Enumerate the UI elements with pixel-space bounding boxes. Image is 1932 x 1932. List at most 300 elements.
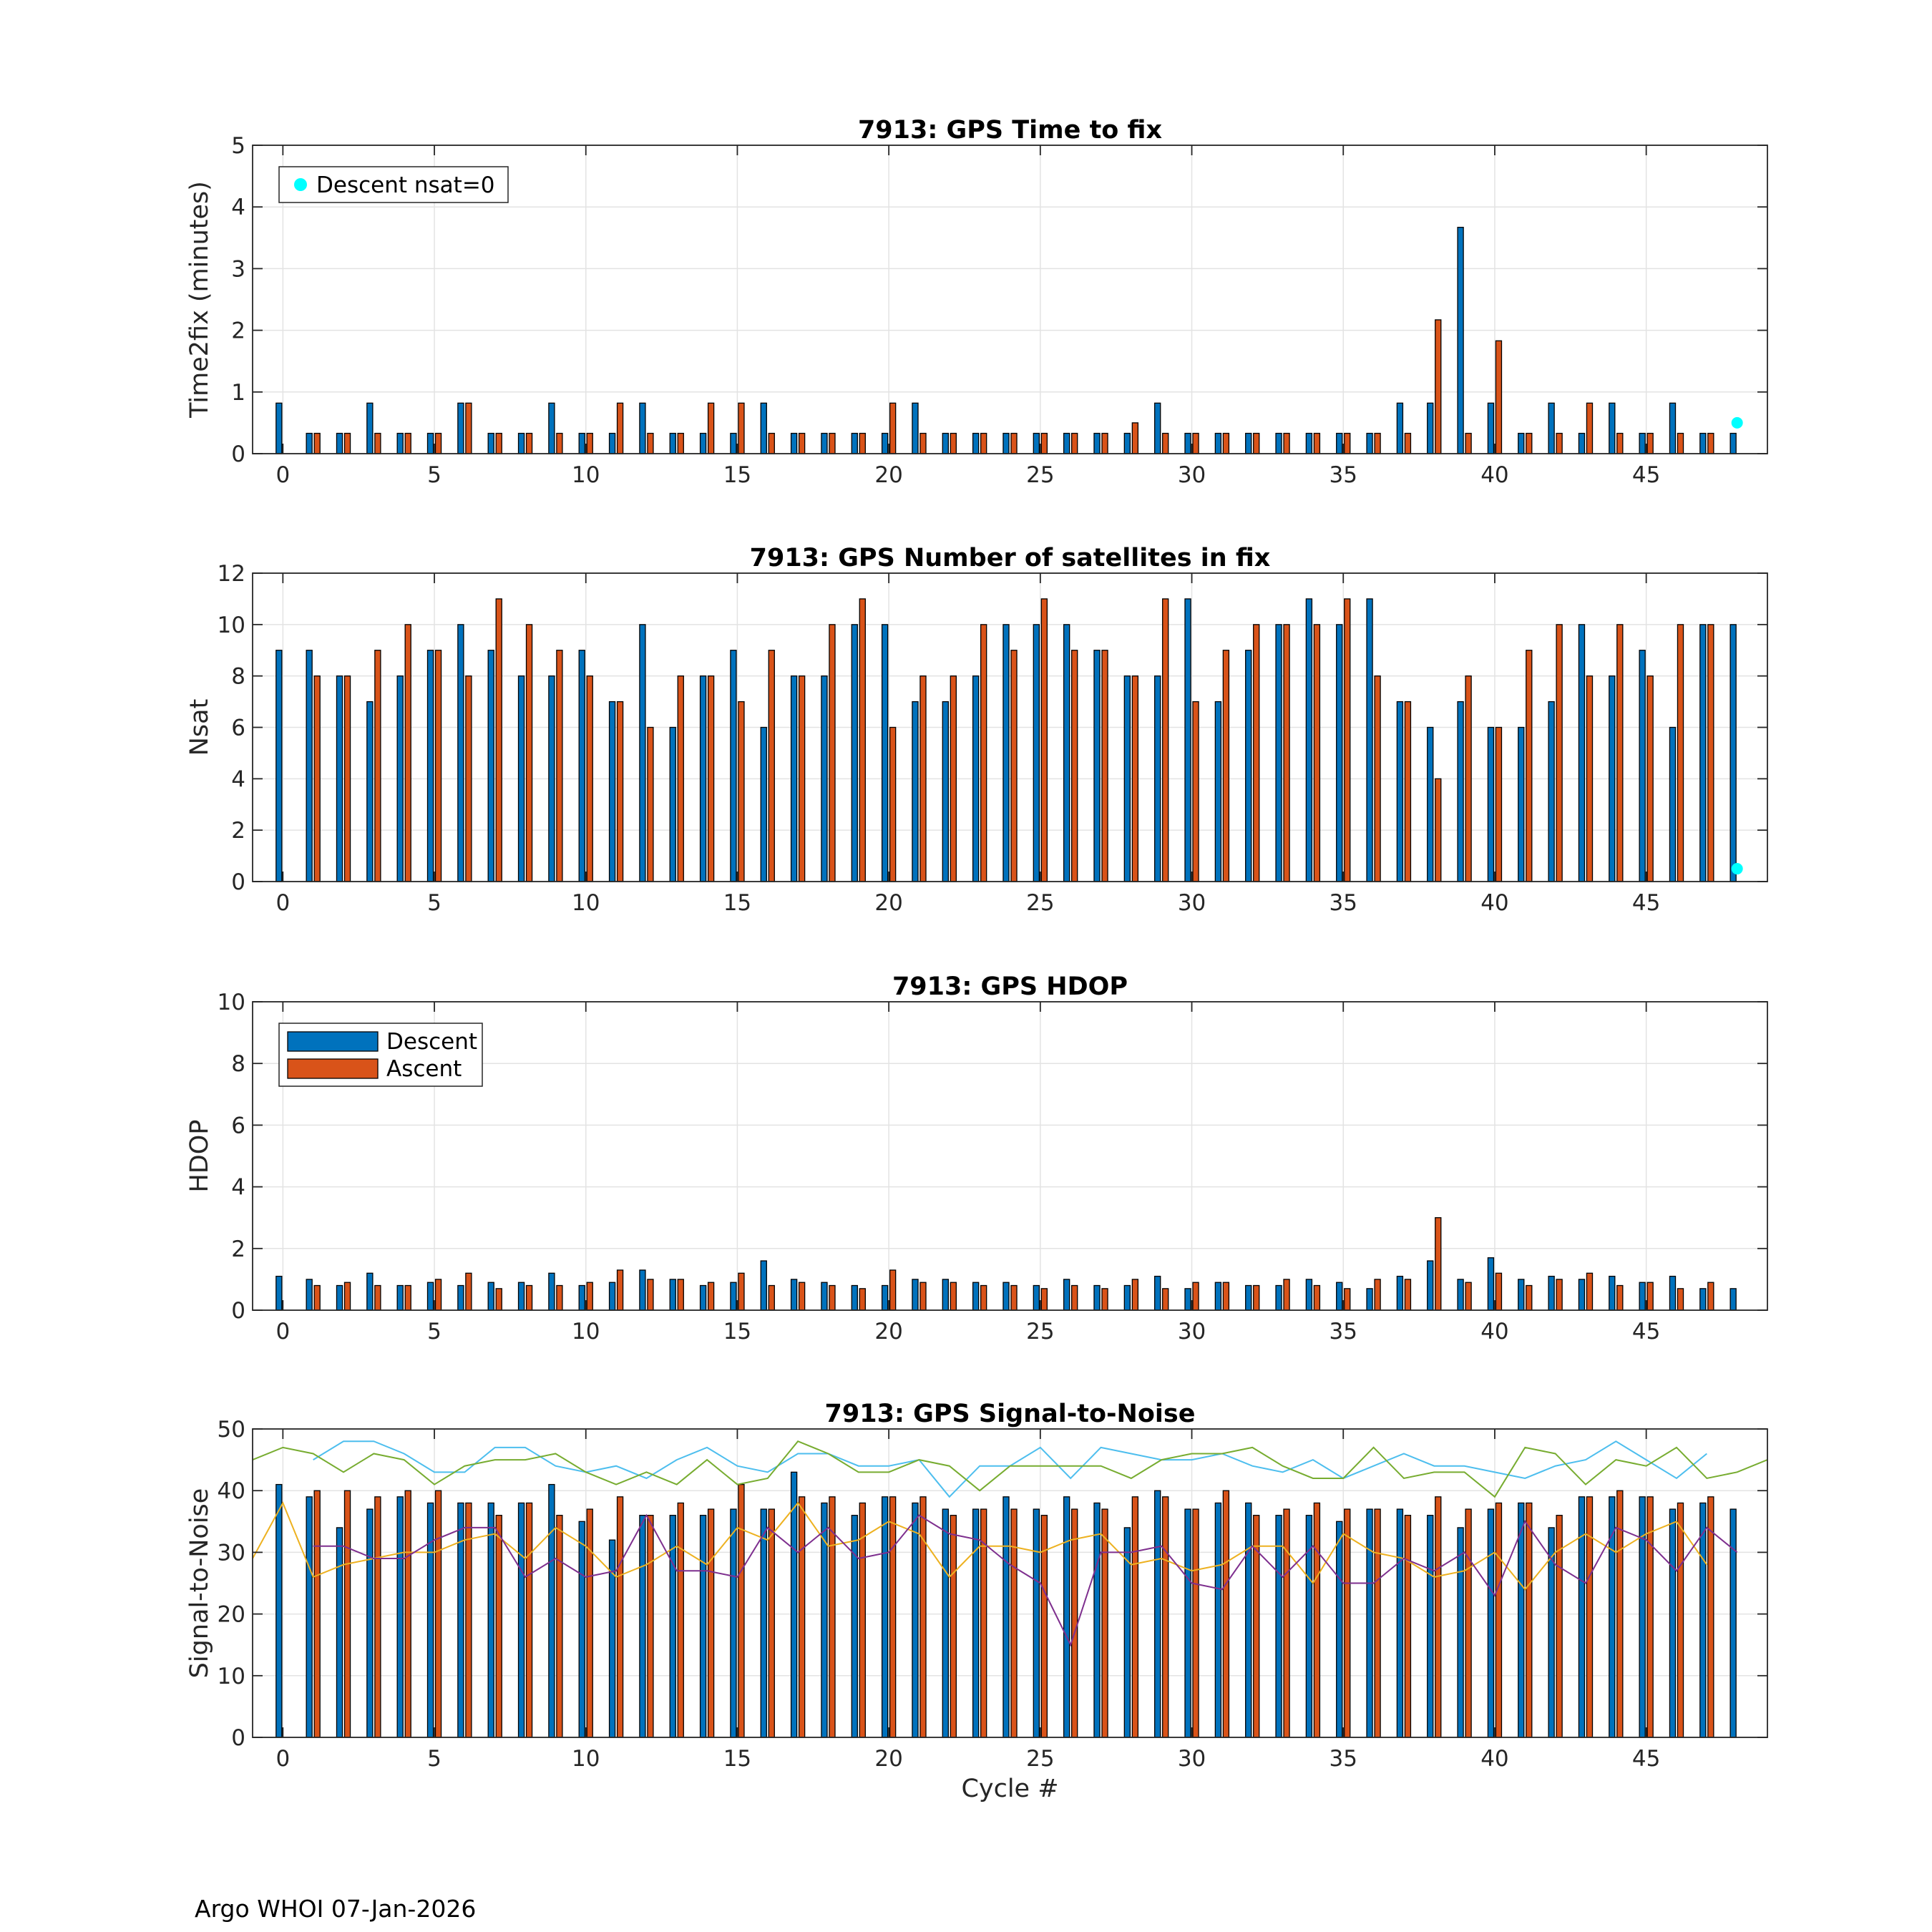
descent-bar [397, 1497, 403, 1737]
descent-bar [1700, 434, 1706, 454]
descent-bar [579, 1521, 585, 1737]
ascent-bar [678, 434, 683, 454]
chart-panel-1 [185, 116, 1767, 488]
ascent-bar [466, 1273, 472, 1310]
y-tick-label: 10 [217, 1663, 245, 1689]
x-tick-label: 20 [874, 890, 903, 916]
ascent-bar [950, 1282, 956, 1310]
descent-bar [1337, 1282, 1342, 1310]
descent-nsat0-marker [1732, 417, 1743, 429]
ascent-bar [466, 403, 472, 454]
descent-bar [791, 434, 797, 454]
ascent-bar [1465, 1282, 1471, 1310]
descent-bar [428, 1503, 434, 1737]
descent-bar [1730, 625, 1736, 882]
descent-bar [1669, 1509, 1675, 1737]
ascent-bar [1041, 1516, 1047, 1737]
y-axis-label: Signal-to-Noise [185, 1488, 214, 1679]
ascent-bar [829, 434, 835, 454]
descent-bar [821, 1282, 827, 1310]
descent-bar [276, 403, 282, 454]
ascent-bar [920, 676, 926, 882]
descent-bar [701, 434, 706, 454]
descent-bar [458, 1503, 464, 1737]
x-tick-label: 35 [1329, 1746, 1357, 1772]
x-tick-label: 20 [874, 1746, 903, 1772]
descent-bar [1548, 1277, 1554, 1310]
ascent-bar [708, 1282, 714, 1310]
ascent-bar [1314, 434, 1319, 454]
x-tick-label: 0 [275, 890, 291, 916]
ascent-bar [1163, 1497, 1169, 1737]
descent-bar [761, 1261, 766, 1310]
descent-bar [1033, 1509, 1039, 1737]
descent-bar [1276, 1516, 1282, 1737]
chart-title: 7913: GPS HDOP [892, 972, 1128, 1001]
ascent-bar [1163, 599, 1169, 882]
x-tick-label: 35 [1329, 462, 1357, 488]
descent-bar [610, 1282, 615, 1310]
ascent-bar [1435, 779, 1441, 882]
descent-bar [336, 676, 342, 882]
ascent-bar [859, 599, 865, 882]
ascent-bar [496, 1516, 502, 1737]
ascent-bar [557, 434, 562, 454]
descent-bar [640, 403, 645, 454]
ascent-bar [648, 434, 653, 454]
descent-bar [640, 625, 645, 882]
descent-bar [1367, 599, 1372, 882]
ascent-bar [527, 1503, 532, 1737]
descent-bar [1337, 1521, 1342, 1737]
ascent-bar [920, 434, 926, 454]
y-tick-label: 0 [231, 1725, 245, 1751]
descent-bar [1518, 434, 1524, 454]
descent-bar [1246, 650, 1252, 882]
x-tick-label: 0 [275, 462, 291, 488]
ascent-bar [799, 1282, 805, 1310]
y-tick-label: 50 [217, 1417, 245, 1443]
descent-bar [1730, 434, 1736, 454]
descent-bar [791, 676, 797, 882]
descent-bar [1428, 1261, 1433, 1310]
descent-bar [579, 434, 585, 454]
ascent-bar [1496, 1503, 1501, 1737]
descent-bar [519, 676, 525, 882]
ascent-bar [950, 434, 956, 454]
descent-bar [1458, 702, 1463, 882]
descent-bar [276, 1277, 282, 1310]
x-tick-label: 15 [723, 1746, 752, 1772]
ascent-bar [375, 650, 381, 882]
x-tick-label: 25 [1026, 1746, 1055, 1772]
ascent-bar [738, 403, 744, 454]
ascent-bar [405, 1286, 411, 1310]
x-tick-label: 15 [723, 462, 752, 488]
y-tick-label: 40 [217, 1478, 245, 1505]
ascent-bar [920, 1497, 926, 1737]
descent-bar [367, 702, 373, 882]
descent-bar [1155, 403, 1161, 454]
descent-bar [1609, 1497, 1615, 1737]
descent-bar [731, 650, 736, 882]
x-tick-label: 10 [572, 1319, 600, 1345]
ascent-bar [769, 650, 774, 882]
descent-bar [791, 1279, 797, 1310]
ascent-bar [1465, 434, 1471, 454]
descent-bar [1185, 434, 1191, 454]
y-tick-label: 4 [231, 1174, 245, 1201]
ascent-bar [1586, 1273, 1592, 1310]
ascent-bar [527, 625, 532, 882]
descent-bar [1033, 434, 1039, 454]
ascent-bar [1072, 1286, 1078, 1310]
ascent-bar [829, 1286, 835, 1310]
descent-bar [549, 403, 555, 454]
x-tick-label: 20 [874, 462, 903, 488]
descent-bar [1246, 434, 1252, 454]
descent-bar [306, 1497, 312, 1737]
ascent-bar [1193, 702, 1199, 882]
descent-bar [1488, 1509, 1493, 1737]
descent-bar [1428, 1516, 1433, 1737]
y-tick-label: 10 [217, 990, 245, 1015]
descent-bar [912, 1279, 918, 1310]
x-tick-label: 25 [1026, 1319, 1055, 1345]
y-axis-label: Nsat [185, 698, 214, 756]
descent-bar [519, 1503, 525, 1737]
ascent-bar [1405, 1516, 1410, 1737]
ascent-bar [1314, 1286, 1319, 1310]
descent-bar [1639, 650, 1645, 882]
y-tick-label: 6 [231, 715, 245, 741]
ascent-bar [1314, 1503, 1319, 1737]
x-tick-label: 5 [427, 1746, 441, 1772]
descent-bar [1155, 1277, 1161, 1310]
descent-bar [731, 1509, 736, 1737]
y-axis-label: Time2fix (minutes) [185, 181, 214, 418]
ascent-bar [1102, 1289, 1108, 1310]
descent-bar [458, 1286, 464, 1310]
ascent-bar [1072, 1509, 1078, 1737]
ascent-bar [769, 1286, 774, 1310]
ascent-bar [1708, 434, 1714, 454]
ascent-bar [1223, 1282, 1229, 1310]
ascent-bar [1677, 1503, 1683, 1737]
descent-bar [1246, 1286, 1252, 1310]
descent-bar [1700, 625, 1706, 882]
y-tick-label: 12 [217, 561, 245, 587]
ascent-bar [1132, 676, 1138, 882]
ascent-bar [587, 676, 592, 882]
ascent-bar [557, 1516, 562, 1737]
descent-bar [1639, 434, 1645, 454]
ascent-bar [1254, 1286, 1259, 1310]
descent-bar [1428, 728, 1433, 882]
descent-bar [670, 728, 675, 882]
descent-bar [1033, 1286, 1039, 1310]
legend-label: Ascent [386, 1056, 462, 1082]
line-blue [313, 1441, 1707, 1497]
descent-bar [1215, 434, 1221, 454]
legend-label: Descent nsat=0 [316, 172, 495, 198]
descent-bar [1124, 434, 1130, 454]
ascent-bar [436, 650, 441, 882]
descent-bar [579, 1286, 585, 1310]
descent-bar [397, 1286, 403, 1310]
ascent-bar [708, 676, 714, 882]
descent-bar [428, 434, 434, 454]
y-tick-label: 10 [217, 612, 245, 638]
ascent-bar [1254, 625, 1259, 882]
descent-bar [1397, 403, 1402, 454]
descent-bar [428, 1282, 434, 1310]
descent-bar [1094, 650, 1100, 882]
descent-bar [519, 434, 525, 454]
descent-bar [1579, 1497, 1584, 1737]
ascent-bar [314, 1491, 320, 1737]
descent-bar [397, 434, 403, 454]
y-tick-label: 2 [231, 818, 245, 844]
x-tick-label: 5 [427, 1319, 441, 1345]
descent-bar [1185, 599, 1191, 882]
y-tick-label: 5 [231, 133, 245, 159]
ascent-bar [738, 1485, 744, 1737]
ascent-bar [1193, 1282, 1199, 1310]
ascent-bar [890, 1270, 896, 1310]
descent-bar [852, 1516, 857, 1737]
descent-bar [1367, 1289, 1372, 1310]
descent-bar [1639, 1282, 1645, 1310]
ascent-bar [1284, 625, 1289, 882]
ascent-bar [1556, 625, 1562, 882]
descent-bar [1518, 1279, 1524, 1310]
y-tick-label: 8 [231, 1051, 245, 1078]
descent-bar [1124, 1286, 1130, 1310]
descent-bar [1458, 1528, 1463, 1737]
descent-bar [549, 676, 555, 882]
ascent-bar [314, 1286, 320, 1310]
descent-bar [973, 434, 979, 454]
ascent-bar [1223, 1491, 1229, 1737]
ascent-bar [1617, 625, 1623, 882]
descent-bar [640, 1516, 645, 1737]
descent-bar [1458, 228, 1463, 454]
legend-swatch-descent [288, 1032, 378, 1051]
descent-bar [1276, 1286, 1282, 1310]
ascent-bar [1496, 728, 1501, 882]
ascent-bar [829, 625, 835, 882]
descent-bar [1033, 625, 1039, 882]
x-tick-label: 35 [1329, 1319, 1357, 1345]
ascent-bar [1435, 320, 1441, 454]
ascent-bar [1586, 676, 1592, 882]
ascent-bar [618, 403, 623, 454]
ascent-bar [345, 434, 351, 454]
ascent-bar [1647, 676, 1653, 882]
ascent-bar [678, 1503, 683, 1737]
ascent-bar [769, 1509, 774, 1737]
descent-bar [549, 1273, 555, 1310]
descent-bar [367, 403, 373, 454]
descent-bar [1276, 625, 1282, 882]
ascent-bar [1011, 434, 1017, 454]
descent-bar [1518, 728, 1524, 882]
ascent-bar [1163, 434, 1169, 454]
ascent-bar [950, 1516, 956, 1737]
descent-bar [1246, 1503, 1252, 1737]
ascent-bar [587, 1282, 592, 1310]
descent-bar [488, 434, 494, 454]
descent-bar [791, 1472, 797, 1737]
ascent-bar [769, 434, 774, 454]
ascent-bar [1435, 1218, 1441, 1310]
descent-nsat0-marker [1732, 863, 1743, 874]
ascent-bar [1375, 676, 1380, 882]
descent-bar [1124, 676, 1130, 882]
y-tick-label: 3 [231, 256, 245, 283]
descent-bar [942, 434, 948, 454]
ascent-bar [496, 434, 502, 454]
ascent-bar [1647, 434, 1653, 454]
descent-bar [1488, 403, 1493, 454]
descent-bar [731, 434, 736, 454]
ascent-bar [648, 1516, 653, 1737]
descent-bar [1397, 702, 1402, 882]
ascent-bar [1677, 625, 1683, 882]
x-tick-label: 40 [1480, 1746, 1509, 1772]
descent-bar [488, 1282, 494, 1310]
footer-text: Argo WHOI 07-Jan-2026 [195, 1895, 477, 1923]
descent-bar [761, 728, 766, 882]
descent-bar [1003, 1497, 1009, 1737]
x-tick-label: 25 [1026, 462, 1055, 488]
descent-bar [306, 650, 312, 882]
descent-bar [852, 1286, 857, 1310]
x-tick-label: 40 [1480, 1319, 1509, 1345]
ascent-bar [527, 434, 532, 454]
descent-bar [1669, 728, 1675, 882]
y-axis-label: HDOP [185, 1119, 214, 1193]
ascent-bar [1556, 1279, 1562, 1310]
ascent-bar [1526, 434, 1532, 454]
descent-bar [1609, 676, 1615, 882]
descent-bar [1064, 1497, 1070, 1737]
ascent-bar [859, 1289, 865, 1310]
ascent-bar [1405, 1279, 1410, 1310]
ascent-bar [1405, 702, 1410, 882]
ascent-bar [375, 1497, 381, 1737]
ascent-bar [1526, 650, 1532, 882]
descent-bar [1215, 702, 1221, 882]
ascent-bar [648, 728, 653, 882]
descent-bar [670, 1279, 675, 1310]
descent-bar [912, 1503, 918, 1737]
ascent-bar [1102, 434, 1108, 454]
y-tick-label: 2 [231, 1236, 245, 1262]
ascent-bar [375, 434, 381, 454]
legend [279, 167, 508, 203]
descent-bar [973, 1282, 979, 1310]
descent-bar [942, 1509, 948, 1737]
descent-bar [1488, 728, 1493, 882]
ascent-bar [618, 702, 623, 882]
descent-bar [1700, 1289, 1706, 1310]
ascent-bar [1223, 434, 1229, 454]
ascent-bar [1163, 1289, 1169, 1310]
ascent-bar [678, 1279, 683, 1310]
ascent-bar [496, 599, 502, 882]
ascent-bar [557, 650, 562, 882]
y-tick-label: 4 [231, 766, 245, 793]
descent-bar [610, 434, 615, 454]
ascent-bar [1647, 1282, 1653, 1310]
ascent-bar [1496, 341, 1501, 454]
ascent-bar [1586, 1497, 1592, 1737]
ascent-bar [890, 403, 896, 454]
descent-bar [670, 434, 675, 454]
ascent-bar [890, 1497, 896, 1737]
ascent-bar [1556, 434, 1562, 454]
descent-bar [276, 650, 282, 882]
ascent-bar [466, 676, 472, 882]
descent-bar [1003, 1282, 1009, 1310]
descent-bar [701, 1286, 706, 1310]
descent-bar [701, 676, 706, 882]
ascent-bar [1041, 434, 1047, 454]
ascent-bar [345, 1282, 351, 1310]
ascent-bar [1617, 434, 1623, 454]
x-tick-label: 30 [1177, 1746, 1206, 1772]
x-tick-label: 45 [1631, 1319, 1661, 1345]
legend [279, 1023, 482, 1086]
x-tick-label: 20 [874, 1319, 903, 1345]
descent-bar [1518, 1503, 1524, 1737]
descent-bar [1215, 1503, 1221, 1737]
y-tick-label: 0 [231, 441, 245, 467]
ascent-bar [1375, 1279, 1380, 1310]
ascent-bar [678, 676, 683, 882]
descent-bar [1548, 403, 1554, 454]
descent-bar [1215, 1282, 1221, 1310]
y-tick-label: 6 [231, 1113, 245, 1139]
descent-bar [973, 1509, 979, 1737]
ascent-bar [496, 1289, 502, 1310]
ascent-bar [1465, 676, 1471, 882]
ascent-bar [1132, 1497, 1138, 1737]
ascent-bar [738, 702, 744, 882]
ascent-bar [587, 434, 592, 454]
ascent-bar [1496, 1273, 1501, 1310]
x-tick-label: 45 [1631, 462, 1661, 488]
descent-bar [1579, 625, 1584, 882]
descent-bar [701, 1516, 706, 1737]
ascent-bar [1284, 434, 1289, 454]
descent-bar [761, 403, 766, 454]
ascent-bar [890, 728, 896, 882]
ascent-bar [1526, 1286, 1532, 1310]
ascent-bar [1526, 1503, 1532, 1737]
descent-bar [488, 650, 494, 882]
ascent-bar [405, 434, 411, 454]
ascent-bar [314, 676, 320, 882]
legend-label: Descent [386, 1029, 478, 1055]
chart-panel-3 [185, 972, 1767, 1345]
ascent-bar [1375, 1509, 1380, 1737]
descent-bar [1064, 1279, 1070, 1310]
ascent-bar [1435, 1497, 1441, 1737]
ascent-bar [1677, 434, 1683, 454]
